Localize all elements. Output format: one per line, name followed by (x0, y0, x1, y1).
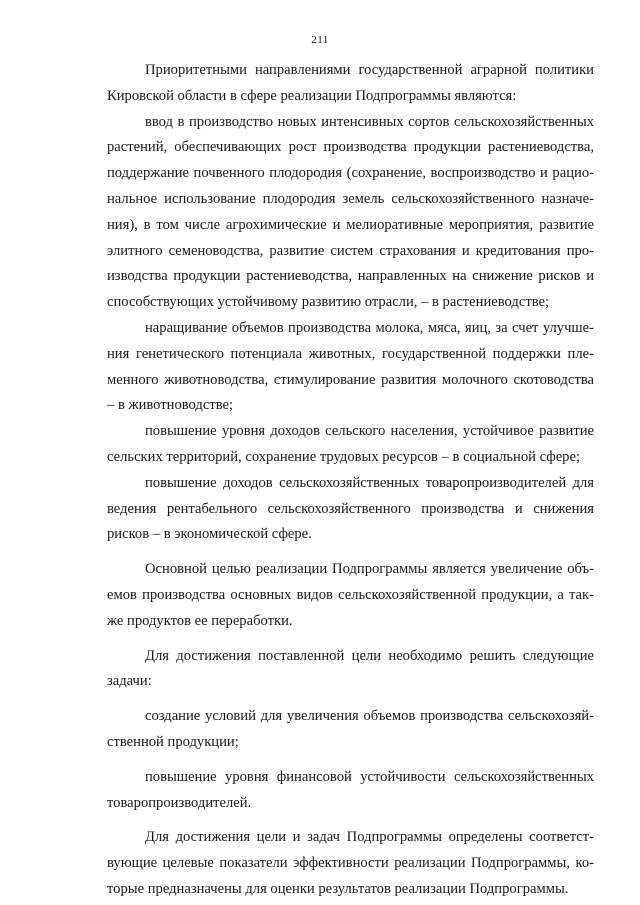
body-text (107, 58, 594, 903)
paragraph-economic-sphere: повышение доходов сельскохозяйственных товаропроизводителей для ведения рентабельного сельскохозяйственного производства и снижения рисков – в экономической сфере. (107, 474, 594, 543)
paragraph-intro: Приоритетными направлениями государственной аграрной политики Кировской области в сфере реализации Подпрограммы являются: (107, 62, 594, 104)
paragraph-crop-production: ввод в производство новых интенсивных сортов сельскохозяйственных растений, обеспечивающих рост производства продукции растениеводства, поддержание почвенного плодородия (сохранение, воспроизводство и рациональное использование плодородия земель сельскохозяйственного назначения), в том числе агрохимические и мелиоративные мероприятия, развитие элитного семеноводства, развитие систем страхования и кредитования производства продукции растениеводства, направленных на снижение рисков и способствующих устойчивому развитию отрасли, – в растениеводстве; (107, 113, 594, 311)
paragraph-task-production: создание условий для увеличения объемов производства сельскохозяйственной продукции; (107, 708, 594, 750)
page-number: 211 (311, 34, 329, 46)
paragraph-livestock: наращивание объемов производства молока, мяса, яиц, за счет улучшения генетического потенциала животных, государственной поддержки племенного животноводства, стимулирование развития молочного скотоводства – в животноводстве; (107, 319, 594, 414)
paragraph-main-goal: Основной целью реализации Подпрограммы является увеличение объемов производства основных видов сельскохозяйственной продукции, а также продуктов ее переработки. (107, 561, 594, 629)
paragraph-social-sphere: повышение уровня доходов сельского населения, устойчивое развитие сельских территорий, сохранение трудовых ресурсов – в социальной сфере; (107, 423, 594, 465)
paragraph-tasks-intro: Для достижения поставленной цели необходимо решить следующие задачи: (107, 647, 594, 690)
paragraph-indicators: Для достижения цели и задач Подпрограммы определены соответствующие целевые показатели эффективности реализации Подпрограммы, которые предназначены для оценки результатов реализации Подпрограммы. (107, 829, 594, 897)
paragraph-task-finance: повышение уровня финансовой устойчивости сельскохозяйственных товаропроизводителей. (107, 768, 594, 811)
